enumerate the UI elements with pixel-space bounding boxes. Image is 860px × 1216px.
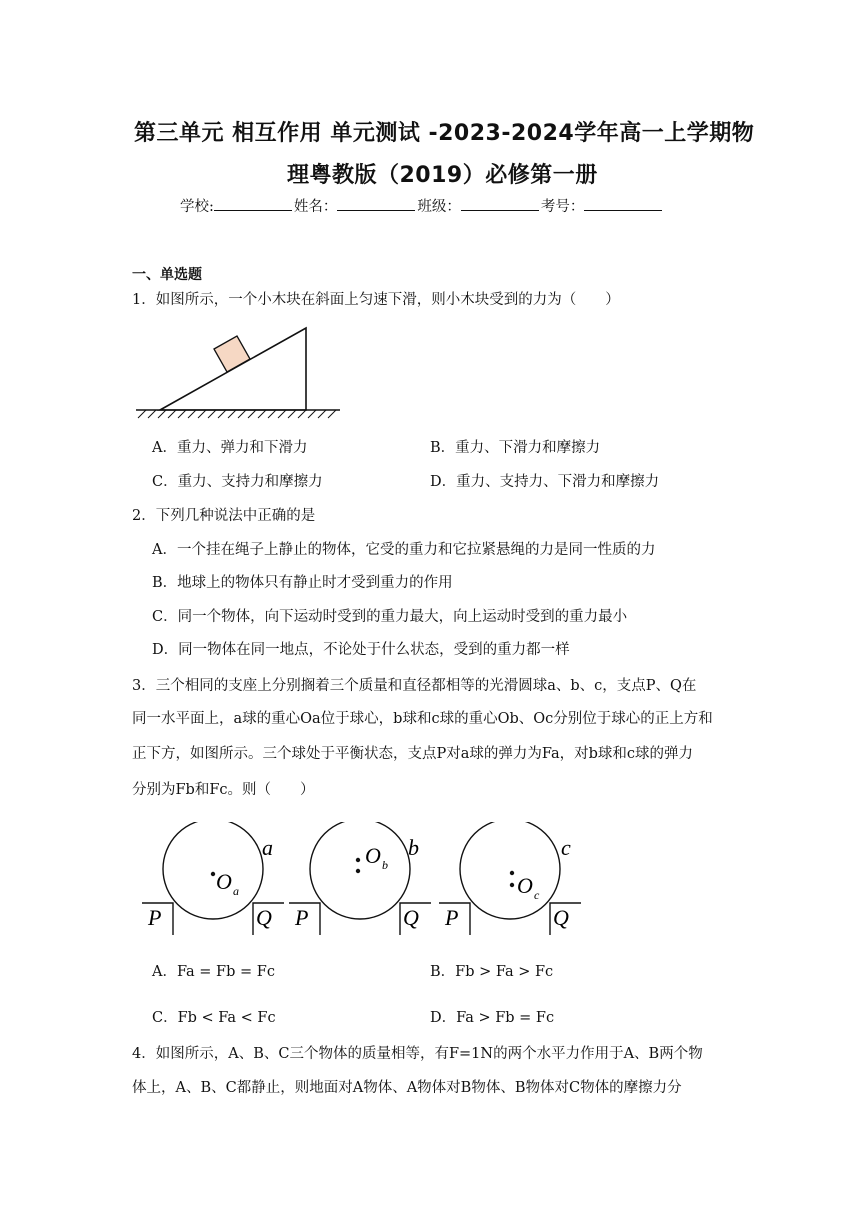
label-p-b: P bbox=[295, 905, 309, 930]
q1-option-d[interactable]: D．重力、支持力、下滑力和摩擦力 bbox=[430, 474, 660, 490]
center-dot-b2 bbox=[356, 869, 360, 873]
label-p-a: P bbox=[148, 905, 162, 930]
label-o-c: O bbox=[517, 873, 533, 898]
ground-hatching bbox=[136, 410, 340, 418]
q4-stem-line1: 4．如图所示，A、B、C三个物体的质量相等，有F=1N的两个水平力作用于A、B两个物 bbox=[132, 1046, 703, 1062]
ball-c bbox=[460, 822, 560, 919]
q1-option-a[interactable]: A．重力、弹力和下滑力 bbox=[152, 440, 308, 456]
q2-option-c[interactable]: C．同一个物体，向下运动时受到的重力最大，向上运动时受到的重力最小 bbox=[152, 609, 628, 625]
label-o-b: O bbox=[365, 843, 381, 868]
section-title: 一、单选题 bbox=[132, 267, 202, 283]
name-label: 姓名： bbox=[293, 199, 338, 215]
q1-incline-figure bbox=[134, 322, 346, 422]
center-dot-a bbox=[211, 872, 215, 876]
label-p-c: P bbox=[445, 905, 459, 930]
ball-a-group bbox=[142, 822, 284, 935]
exam-title-line1: 第三单元 相互作用 单元测试 -2023-2024学年高一上学期物 bbox=[134, 121, 755, 146]
id-field[interactable] bbox=[584, 196, 662, 211]
school-field[interactable] bbox=[214, 196, 292, 211]
q3-three-balls-figure bbox=[140, 822, 590, 938]
label-o-a: O bbox=[216, 869, 232, 894]
q3-stem-line3: 正下方，如图所示。三个球处于平衡状态，支点P对a球的弹力为Fa，对b球和c球的弹力 bbox=[132, 746, 694, 762]
wooden-block bbox=[214, 336, 250, 372]
q1-option-c[interactable]: C．重力、支持力和摩擦力 bbox=[152, 474, 323, 490]
q1-option-b[interactable]: B．重力、下滑力和摩擦力 bbox=[430, 440, 601, 456]
school-label: 学校: bbox=[180, 199, 214, 215]
label-o-b-sub: b bbox=[382, 858, 388, 872]
q1-stem: 1．如图所示，一个小木块在斜面上匀速下滑，则小木块受到的力为（ ） bbox=[132, 292, 620, 308]
q3-option-b[interactable]: B．Fb > Fa > Fc bbox=[430, 964, 554, 980]
q3-stem-line2: 同一水平面上，a球的重心Oa位于球心，b球和c球的重心Ob、Oc分别位于球心的正上方和 bbox=[132, 711, 713, 727]
label-o-a-sub: a bbox=[233, 884, 239, 898]
center-dot-c2 bbox=[510, 883, 514, 887]
label-ball-c: c bbox=[561, 835, 571, 860]
exam-title-line2: 理粤教版（2019）必修第一册 bbox=[287, 163, 598, 188]
q2-option-d[interactable]: D．同一物体在同一地点，不论处于什么状态，受到的重力都一样 bbox=[152, 642, 570, 658]
ball-b-group bbox=[289, 822, 431, 935]
q2-option-a[interactable]: A．一个挂在绳子上静止的物体，它受的重力和它拉紧悬绳的力是同一性质的力 bbox=[152, 542, 656, 558]
label-ball-a: a bbox=[262, 835, 273, 860]
q2-stem: 2．下列几种说法中正确的是 bbox=[132, 508, 316, 524]
label-ball-b: b bbox=[408, 835, 419, 860]
label-q-b: Q bbox=[403, 905, 419, 930]
class-field[interactable] bbox=[461, 196, 539, 211]
q3-option-c[interactable]: C．Fb < Fa < Fc bbox=[152, 1010, 276, 1026]
q3-stem-line4: 分别为Fb和Fc。则（ ） bbox=[132, 782, 315, 798]
label-q-c: Q bbox=[553, 905, 569, 930]
q3-option-d[interactable]: D．Fa > Fb = Fc bbox=[430, 1010, 555, 1026]
q2-option-b[interactable]: B．地球上的物体只有静止时才受到重力的作用 bbox=[152, 575, 453, 591]
student-info-row bbox=[180, 196, 664, 217]
id-label: 考号： bbox=[540, 199, 585, 215]
name-field[interactable] bbox=[337, 196, 415, 211]
class-label: 班级： bbox=[417, 199, 461, 215]
q3-stem-line1: 3．三个相同的支座上分别搁着三个质量和直径都相等的光滑圆球a、b、c，支点P、Q在 bbox=[132, 678, 697, 694]
q4-stem-line2: 体上，A、B、C都静止，则地面对A物体、A物体对B物体、B物体对C物体的摩擦力分 bbox=[132, 1080, 682, 1096]
q3-option-a[interactable]: A．Fa = Fb = Fc bbox=[152, 964, 275, 980]
center-dot-b1 bbox=[356, 858, 360, 862]
center-dot-c1 bbox=[510, 871, 514, 875]
ball-c-group bbox=[439, 822, 581, 935]
label-q-a: Q bbox=[256, 905, 272, 930]
ball-a bbox=[163, 822, 263, 919]
label-o-c-sub: c bbox=[534, 888, 540, 902]
